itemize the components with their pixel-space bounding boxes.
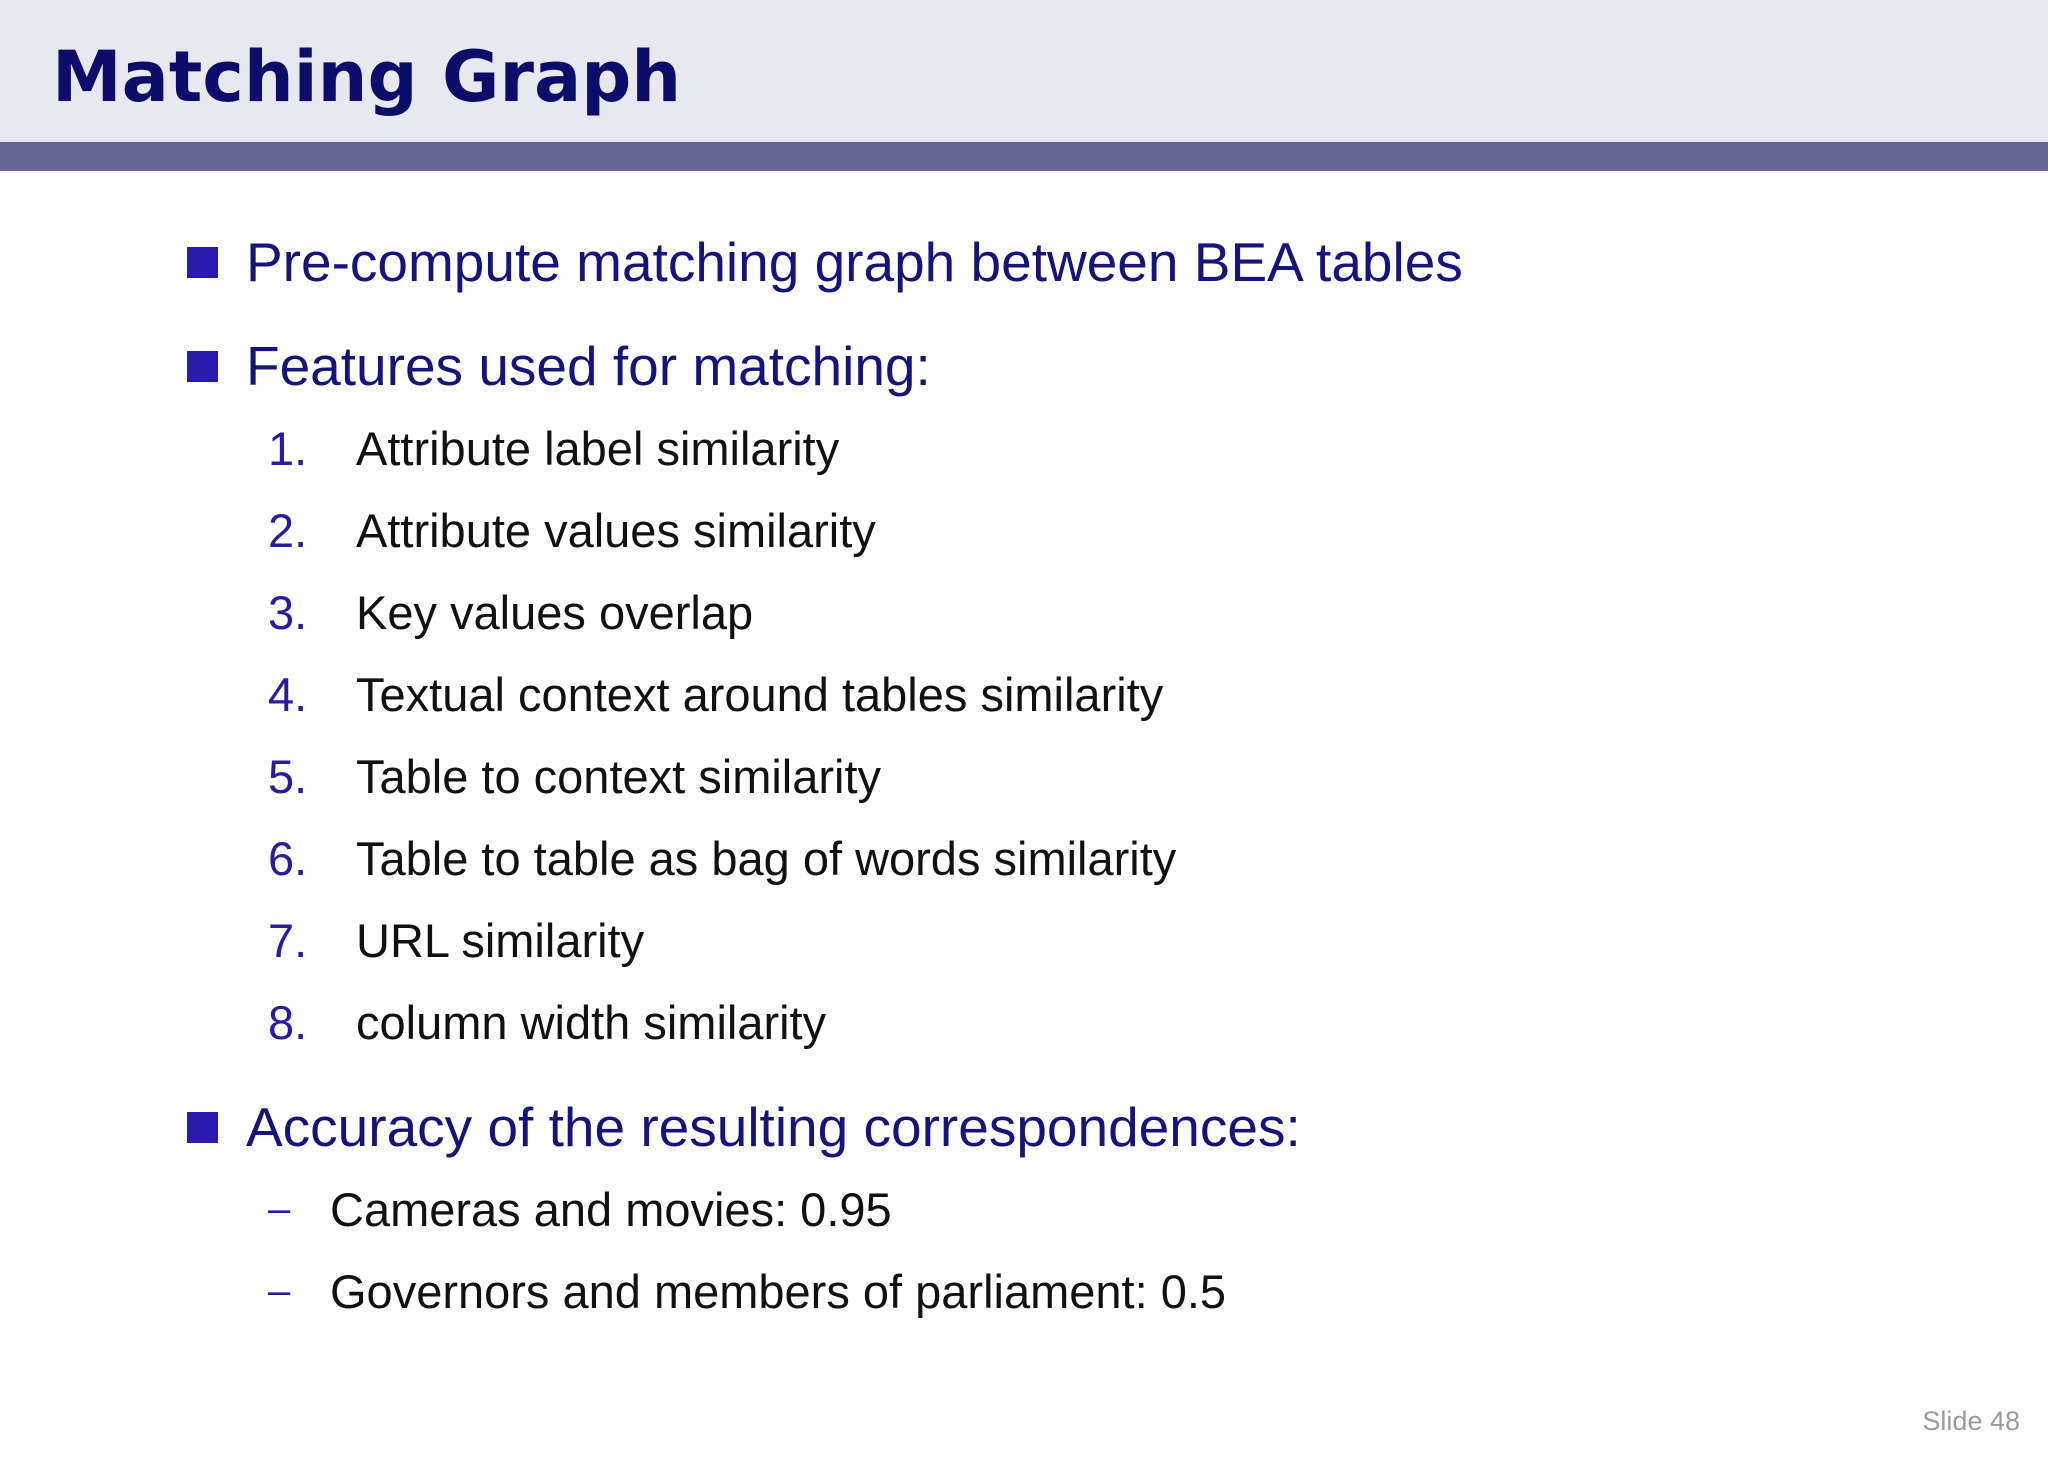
list-item-text: Attribute label similarity (356, 421, 840, 475)
square-bullet-icon (187, 247, 218, 278)
list-item-text: Attribute values similarity (356, 503, 876, 557)
feature-list-item (268, 418, 839, 478)
feature-list-item (268, 746, 881, 806)
bullet-text: Pre-compute matching graph between BEA tables (246, 231, 1463, 293)
list-item-text: Governors and members of parliament: 0.5 (330, 1264, 1227, 1318)
accuracy-list-item (268, 1179, 892, 1239)
list-number: 2. (268, 503, 308, 557)
feature-list-item (268, 664, 1163, 724)
list-number: 1. (268, 421, 308, 475)
list-number: 5. (268, 749, 308, 803)
list-item-text: Table to context similarity (356, 749, 882, 803)
feature-list-item (268, 910, 644, 970)
dash-bullet-icon: – (268, 1268, 291, 1313)
list-number: 6. (268, 831, 308, 885)
bullet-text: Features used for matching: (246, 335, 931, 397)
square-bullet-icon (187, 351, 218, 382)
dash-bullet-icon: – (268, 1186, 291, 1231)
slide-title: Matching Graph (52, 36, 682, 118)
list-item-text: Key values overlap (356, 585, 754, 639)
list-number: 4. (268, 667, 308, 721)
bullet-text: Accuracy of the resulting correspondences: (246, 1096, 1301, 1158)
slide-header (0, 0, 2048, 142)
list-number: 8. (268, 995, 308, 1049)
feature-list-item (268, 992, 826, 1052)
list-item-text: Textual context around tables similarity (356, 667, 1164, 721)
list-item-text: Table to table as bag of words similarity (356, 831, 1177, 885)
list-number: 7. (268, 913, 308, 967)
list-item-text: URL similarity (356, 913, 645, 967)
list-number: 3. (268, 585, 308, 639)
list-item-text: Cameras and movies: 0.95 (330, 1182, 892, 1236)
feature-list-item (268, 500, 876, 560)
square-bullet-icon (187, 1112, 218, 1143)
accuracy-list-item (268, 1261, 1226, 1321)
feature-list-item (268, 828, 1176, 888)
slide-number: Slide 48 (1922, 1406, 2020, 1436)
bullet-item (187, 222, 1463, 302)
header-divider-bar (0, 142, 2048, 171)
feature-list-item (268, 582, 753, 642)
bullet-item (187, 1087, 1301, 1167)
bullet-item (187, 326, 931, 406)
list-item-text: column width similarity (356, 995, 827, 1049)
